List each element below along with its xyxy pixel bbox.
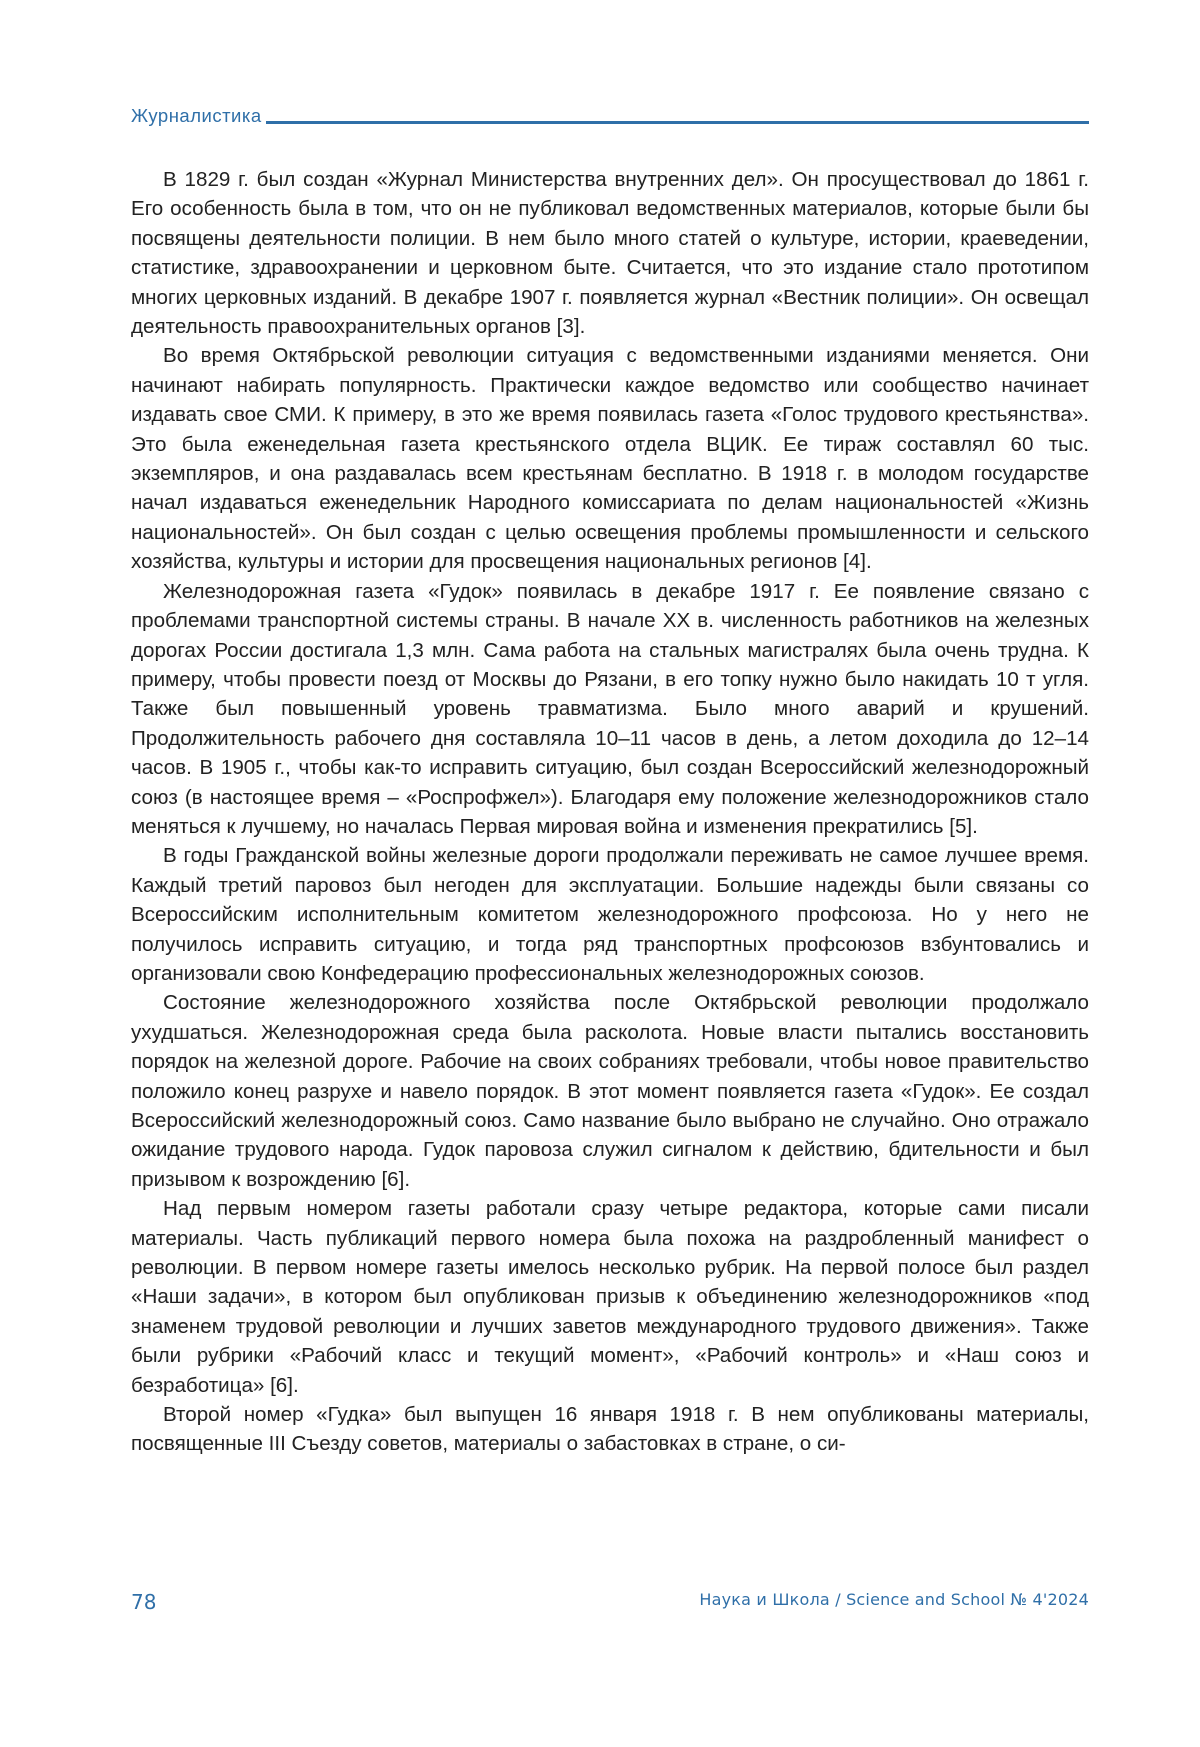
paragraph: Над первым номером газеты работали сразу четыре редактора, которые сами писали материалы. Часть публикаций первого номера была похожа на раздробленный манифест о революции. В первом номере газеты имелось несколько рубрик. На первой полосе был раздел «Наши задачи», в котором был опубликован призыв к объединению железнодорожников «под знаменем трудовой революции и лучших заветов международного трудового движения». Также были рубрики «Рабочий класс и текущий момент», «Рабочий контроль» и «Наш союз и безработица» [6]. xyxy=(131,1197,1089,1397)
running-footer xyxy=(131,1590,1089,1618)
section-title: Журналистика xyxy=(131,105,262,126)
article-body xyxy=(131,165,1089,1459)
running-header xyxy=(131,104,1089,126)
header-rule xyxy=(266,121,1089,124)
page-number: 78 xyxy=(131,1590,157,1614)
paragraph: Во время Октябрьской революции ситуация с ведомственными изданиями меняется. Они начинают набирать популярность. Практически каждое ведомство или сообщество начинает издавать свое СМИ. К примеру, в это же время появилась газета «Голос трудового крестьянства». Это была еженедельная газета крестьянского отдела ВЦИК. Ее тираж составлял 60 тыс. экземпляров, и она раздавалась всем крестьянам бесплатно. В 1918 г. в молодом государстве начал издаваться еженедельник Народного комиссариата по делам национальностей «Жизнь национальностей». Он был создан с целью освещения проблемы промышленности и сельского хозяйства, культуры и истории для просвещения национальных регионов [4]. xyxy=(131,344,1089,574)
paragraph: Второй номер «Гудка» был выпущен 16 января 1918 г. В нем опубликованы материалы, посвященные III Съезду советов, материалы о забастовках в стране, о си- xyxy=(131,1403,1089,1456)
paragraph: В годы Гражданской войны железные дороги продолжали переживать не самое лучшее время. Каждый третий паровоз был негоден для эксплуатации. Большие надежды были связаны со Всероссийским исполнительным комитетом железнодорожного профсоюза. Но у него не получилось исправить ситуацию, и тогда ряд транспортных профсоюзов взбунтовались и организовали свою Конфедерацию профессиональных железнодорожных союзов. xyxy=(131,844,1089,985)
journal-title: Наука и Школа / Science and School № 4'2024 xyxy=(699,1590,1089,1609)
paragraph: Состояние железнодорожного хозяйства после Октябрьской революции продолжало ухудшаться. Железнодорожная среда была расколота. Новые власти пытались восстановить порядок на железной дороге. Рабочие на своих собраниях требовали, чтобы новое правительство положило конец разрухе и навело порядок. В этот момент появляется газета «Гудок». Ее создал Всероссийский железнодорожный союз. Само название было выбрано не случайно. Оно отражало ожидание трудового народа. Гудок паровоза служил сигналом к действию, бдительности и был призывом к возрождению [6]. xyxy=(131,991,1089,1191)
paragraph: В 1829 г. был создан «Журнал Министерства внутренних дел». Он просуществовал до 1861 г. Его особенность была в том, что он не публиковал ведомственных материалов, которые были бы посвящены деятельности полиции. В нем было много статей о культуре, истории, краеведении, статистике, здравоохранении и церковном быте. Считается, что это издание стало прототипом многих церковных изданий. В декабре 1907 г. появляется журнал «Вестник полиции». Он освещал деятельность правоохранительных органов [3]. xyxy=(131,168,1089,339)
paragraph: Железнодорожная газета «Гудок» появилась в декабре 1917 г. Ее появление связано с проблемами транспортной системы страны. В начале XX в. численность работников на железных дорогах России достигала 1,3 млн. Сама работа на стальных магистралях была очень трудна. К примеру, чтобы провести поезд от Москвы до Рязани, в его топку нужно было накидать 10 т угля. Также был повышенный уровень травматизма. Было много аварий и крушений. Продолжительность рабочего дня составляла 10–11 часов в день, а летом доходила до 12–14 часов. В 1905 г., чтобы как-то исправить ситуацию, был создан Всероссийский железнодорожный союз (в настоящее время – «Роспрофжел»). Благодаря ему положение железнодорожников стало меняться к лучшему, но началась Первая мировая война и изменения прекратились [5]. xyxy=(131,579,1089,838)
